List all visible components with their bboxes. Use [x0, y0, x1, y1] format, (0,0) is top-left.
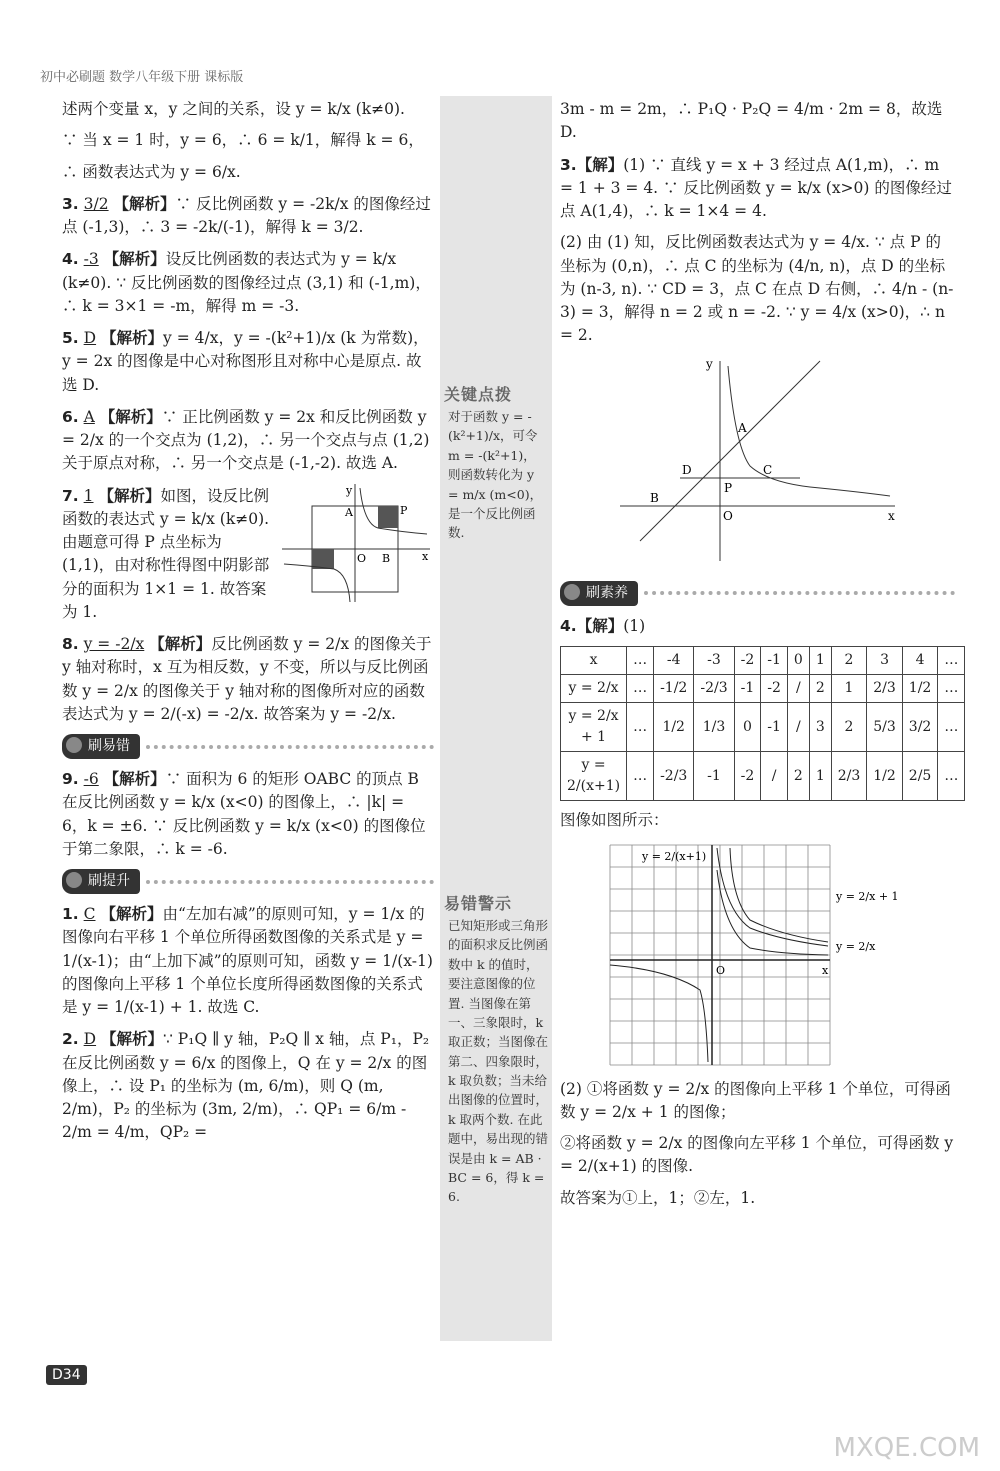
q-num: 3.: [560, 155, 577, 174]
table-cell: -3: [694, 647, 734, 675]
figure-q3: [620, 356, 900, 566]
warning-box: [444, 891, 548, 1207]
fig-label: A: [345, 505, 353, 519]
answer: A: [83, 407, 95, 426]
table-cell: 1: [831, 675, 867, 703]
figure-q4: [600, 840, 930, 1070]
q-num: 3.: [62, 194, 79, 213]
label: 【解析】: [98, 485, 161, 505]
solution: ∵ 反比例函数 y = -2k/x 的图像经过点 (-1,3)，∴ 3 = -2k/(-1)，解得 k = 3/2.: [62, 194, 431, 236]
question-t2: [62, 1027, 434, 1144]
text-line: 3m - m = 2m，∴ P₁Q · P₂Q = 4/m · 2m = 8，故选 D.: [560, 100, 943, 142]
section-banner-advance: [62, 869, 434, 894]
fig-label: y = 2/(x+1): [642, 850, 707, 864]
text-line: ∴ 函数表达式为 y = 6/x.: [62, 162, 241, 181]
fig-label: O: [716, 964, 726, 978]
table-cell: /: [761, 752, 788, 801]
question-9: [62, 767, 434, 861]
table-cell: -1: [761, 703, 788, 752]
question-6: [62, 405, 434, 476]
tip-box: [444, 382, 548, 543]
question-4: [62, 247, 434, 318]
table-cell: 2: [809, 675, 831, 703]
solution: (1): [623, 616, 646, 635]
table-cell: 1: [809, 752, 831, 801]
table-cell: …: [938, 703, 965, 752]
text-line: ∵ 当 x = 1 时，y = 6，∴ 6 = k/1，解得 k = 6，: [62, 131, 424, 150]
question-3-part2: (2) 由 (1) 知，反比例函数表达式为 y = 4/x. ∵ 点 P 的坐标为 (0,n)，∴ 点 C 的坐标为 (4/n, n)，点 D 的坐标为 (n-3, n). ∵ CD = 3，点 C 在点 D 右侧，∴ 4/n - (n-3) = 3，解得 n = 2 或 n = -2. ∵ y = 4/x (x>0)，∴ n = 2.: [560, 233, 954, 345]
table-cell: -1: [734, 675, 761, 703]
question-4-solution: [560, 614, 955, 638]
table-cell: …: [627, 647, 654, 675]
fig-label: D: [682, 462, 692, 477]
label: 【解析】: [100, 904, 163, 923]
solution: y = 4/x，y = -(k²+1)/x (k 为常数)，y = 2x 的图像是中心对称图形且对称中心是原点. 故选 D.: [62, 329, 429, 394]
fig-label: y: [706, 356, 713, 371]
fig-label: B: [650, 490, 659, 505]
label: 【解】: [576, 154, 624, 174]
fig-label: y = 2/x + 1: [836, 890, 899, 904]
table-cell: …: [938, 647, 965, 675]
table-cell: 2/5: [902, 752, 938, 801]
solution: ∵ 正比例函数 y = 2x 和反比例函数 y = 2/x 的一个交点为 (1,2)，∴ 另一个交点与点 (1,2) 关于原点对称，∴ 另一个交点是 (-1,-2). 故选 A.: [62, 407, 430, 473]
question-5: [62, 326, 434, 397]
q-num: 1.: [62, 905, 79, 923]
table-cell: y = 2/x + 1: [561, 703, 627, 752]
solution: 反比例函数 y = 2/x 的图像关于 y 轴对称时，x 互为相反数，y 不变，所以与反比例函数 y = 2/x 的图像关于 y 轴对称的图像所对应的函数表达式为 y = 2/(-x) = -2/x. 故答案为 y = -2/x.: [62, 635, 432, 723]
answer: -3: [83, 250, 99, 269]
table-cell: 3/2: [902, 703, 938, 752]
table-cell: 1/2: [902, 675, 938, 703]
table-cell: 2/3: [867, 675, 903, 703]
table-cell: 1/2: [867, 752, 903, 801]
margin-notes: [440, 96, 552, 1341]
table-cell: 1: [809, 647, 831, 675]
table-cell: 3: [809, 703, 831, 752]
fig-label: y: [346, 483, 353, 497]
fig-label: B: [382, 551, 391, 565]
graph-caption: 图像如图所示：: [560, 811, 669, 829]
divider: [146, 880, 434, 884]
solution: (1) ∵ 直线 y = x + 3 经过点 A(1,m)，∴ m = 1 + 3 = 4. ∵ 反比例函数 y = k/x (x>0) 的图像经过点 A(1,4)，∴ k = 1×4 = 4.: [560, 155, 952, 220]
label: 【解析】: [149, 634, 212, 653]
table-cell: y = 2/x: [561, 675, 627, 703]
answer: y = -2/x: [83, 635, 145, 653]
table-row: [561, 752, 965, 801]
page-number: D34: [46, 1365, 87, 1385]
table-cell: …: [627, 703, 654, 752]
divider: [644, 591, 955, 595]
q-num: 4.: [560, 616, 577, 635]
table-cell: -2: [734, 647, 761, 675]
table-cell: 5/3: [867, 703, 903, 752]
fig-label: P: [724, 480, 733, 495]
question-7: [62, 484, 274, 625]
q-num: 2.: [62, 1030, 79, 1049]
table-cell: …: [627, 675, 654, 703]
label: 【解析】: [99, 406, 162, 426]
answer: D: [83, 329, 97, 347]
fig-label: x: [422, 549, 429, 563]
text-line: 故答案为①上，1；②左，1.: [560, 1188, 756, 1207]
table-cell: 1/3: [694, 703, 734, 752]
answer: D: [83, 1030, 97, 1049]
fig-label: A: [738, 420, 747, 435]
watermark: MXQE.COM: [833, 1433, 980, 1463]
label: 【解析】: [103, 249, 166, 269]
answer: 3/2: [83, 194, 109, 213]
table-cell: y = 2/(x+1): [561, 752, 627, 801]
text-line: 述两个变量 x，y 之间的关系，设 y = k/x (k≠0).: [62, 100, 405, 118]
q-num: 7.: [62, 486, 79, 505]
q-num: 6.: [62, 407, 79, 426]
table-cell: 3: [867, 647, 903, 675]
table-cell: -1/2: [654, 675, 694, 703]
table-row: [561, 675, 965, 703]
answer: -6: [83, 770, 99, 788]
question-8: [62, 632, 434, 726]
table-row: [561, 703, 965, 752]
table-cell: 2: [831, 647, 867, 675]
warning-heading: 易错警示: [444, 894, 513, 913]
label: 【解析】: [101, 1029, 164, 1049]
running-header: 初中必刷题 数学八年级下册 课标版: [40, 70, 244, 85]
q-num: 5.: [62, 329, 79, 347]
value-table: [560, 646, 965, 801]
table-cell: -4: [654, 647, 694, 675]
fig-label: y = 2/x: [836, 940, 876, 954]
right-column: [560, 98, 959, 1218]
table-cell: x: [561, 647, 627, 675]
table-cell: 0: [734, 703, 761, 752]
section-banner-mistakes: [62, 734, 434, 759]
table-cell: …: [938, 675, 965, 703]
divider: [146, 745, 434, 749]
fig-label: O: [357, 551, 367, 565]
table-cell: 2: [831, 703, 867, 752]
answer: C: [83, 905, 96, 923]
table-cell: -2: [734, 752, 761, 801]
solution: 由“左加右减”的原则可知，y = 1/x 的图像向右平移 1 个单位所得函数图像的关系式是 y = 1/(x-1)；由“上加下减”的原则可知，函数 y = 1/(x-1) 的图像向上平移 1 个单位长度所得函数图像的关系式是 y = 1/(x-1) + 1. 故选 C.: [62, 905, 433, 1016]
table-cell: 2/3: [831, 752, 867, 801]
answer: 1: [83, 486, 94, 505]
q-num: 8.: [62, 635, 79, 653]
fig-label: x: [888, 508, 895, 523]
figure-q7: [282, 484, 432, 604]
fig-label: C: [763, 462, 773, 477]
table-cell: 2: [787, 752, 809, 801]
section-banner-literacy: [560, 581, 955, 606]
banner-tag: 刷易错: [62, 734, 140, 759]
q-num: 9.: [62, 770, 79, 788]
table-cell: /: [787, 703, 809, 752]
table-cell: -2/3: [694, 675, 734, 703]
banner-tag: 刷素养: [560, 581, 638, 606]
fig-label: x: [822, 964, 829, 978]
table-cell: …: [627, 752, 654, 801]
label: 【解析】: [103, 769, 166, 788]
tip-heading: 关键点拨: [444, 385, 513, 404]
table-cell: -1: [694, 752, 734, 801]
warning-text: 已知矩形或三角形的面积求反比例函数中 k 的值时，要注意图像的位置. 当图像在第一、三象限时，k 取正数；当图像在第二、四象限时，k 取负数；当未给出图像的位置时，k 取两个数. 在此题中，易出现的错误是由 k = AB · BC = 6，得 k = 6.: [448, 918, 549, 1205]
question-7-block: [62, 484, 434, 633]
left-column: [62, 98, 434, 1153]
text-line: (2) ①将函数 y = 2/x 的图像向上平移 1 个单位，可得函数 y = 2/x + 1 的图像；: [560, 1079, 951, 1121]
table-cell: -2: [761, 675, 788, 703]
tip-text: 对于函数 y = -(k²+1)/x，可令 m = -(k²+1)，则函数转化为 y = m/x (m<0)，是一个反比例函数.: [448, 409, 543, 541]
text-line: ②将函数 y = 2/x 的图像向左平移 1 个单位，可得函数 y = 2/(x+1) 的图像.: [560, 1134, 954, 1176]
table-cell: …: [938, 752, 965, 801]
question-t1: [62, 902, 434, 1019]
question-3-solution: [560, 153, 955, 224]
table-cell: -1: [761, 647, 788, 675]
solution: ∵ P₁Q ∥ y 轴，P₂Q ∥ x 轴，点 P₁，P₂ 在反比例函数 y = 6/x 的图像上，Q 在 y = 2/x 的图像上，∴ 设 P₁ 的坐标为 (m, 6/m)，则 Q (m, 2/m)，P₂ 的坐标为 (3m, 2/m)，∴ QP₁ = 6/m - 2/m = 4/m，QP₂ =: [62, 1030, 430, 1142]
fig-label: P: [400, 503, 408, 517]
banner-tag: 刷提升: [62, 869, 140, 894]
table-row: [561, 647, 965, 675]
table-cell: 0: [787, 647, 809, 675]
table-cell: -2/3: [654, 752, 694, 801]
q-num: 4.: [62, 250, 79, 269]
table-cell: 1/2: [654, 703, 694, 752]
solution: 设反比例函数的表达式为 y = k/x (k≠0). ∵ 反比例函数的图像经过点 (3,1) 和 (-1,m)，∴ k = 3×1 = -m，解得 m = -3.: [62, 250, 431, 315]
label: 【解析】: [113, 193, 176, 213]
table-cell: 4: [902, 647, 938, 675]
solution: ∵ 面积为 6 的矩形 OABC 的顶点 B 在反比例函数 y = k/x (x<0) 的图像上，∴ |k| = 6，k = ±6. ∵ 反比例函数 y = k/x (x<0) 的图像位于第二象限，∴ k = -6.: [62, 770, 426, 858]
label: 【解】: [576, 615, 624, 635]
question-3: [62, 192, 434, 240]
solution: 如图，设反比例函数的表达式 y = k/x (k≠0). 由题意可得 P 点坐标为 (1,1)，由对称性得图中阴影部分的面积为 1×1 = 1. 故答案为 1.: [62, 486, 270, 621]
table-cell: /: [787, 675, 809, 703]
fig-label: O: [723, 508, 733, 523]
label: 【解析】: [101, 328, 164, 347]
